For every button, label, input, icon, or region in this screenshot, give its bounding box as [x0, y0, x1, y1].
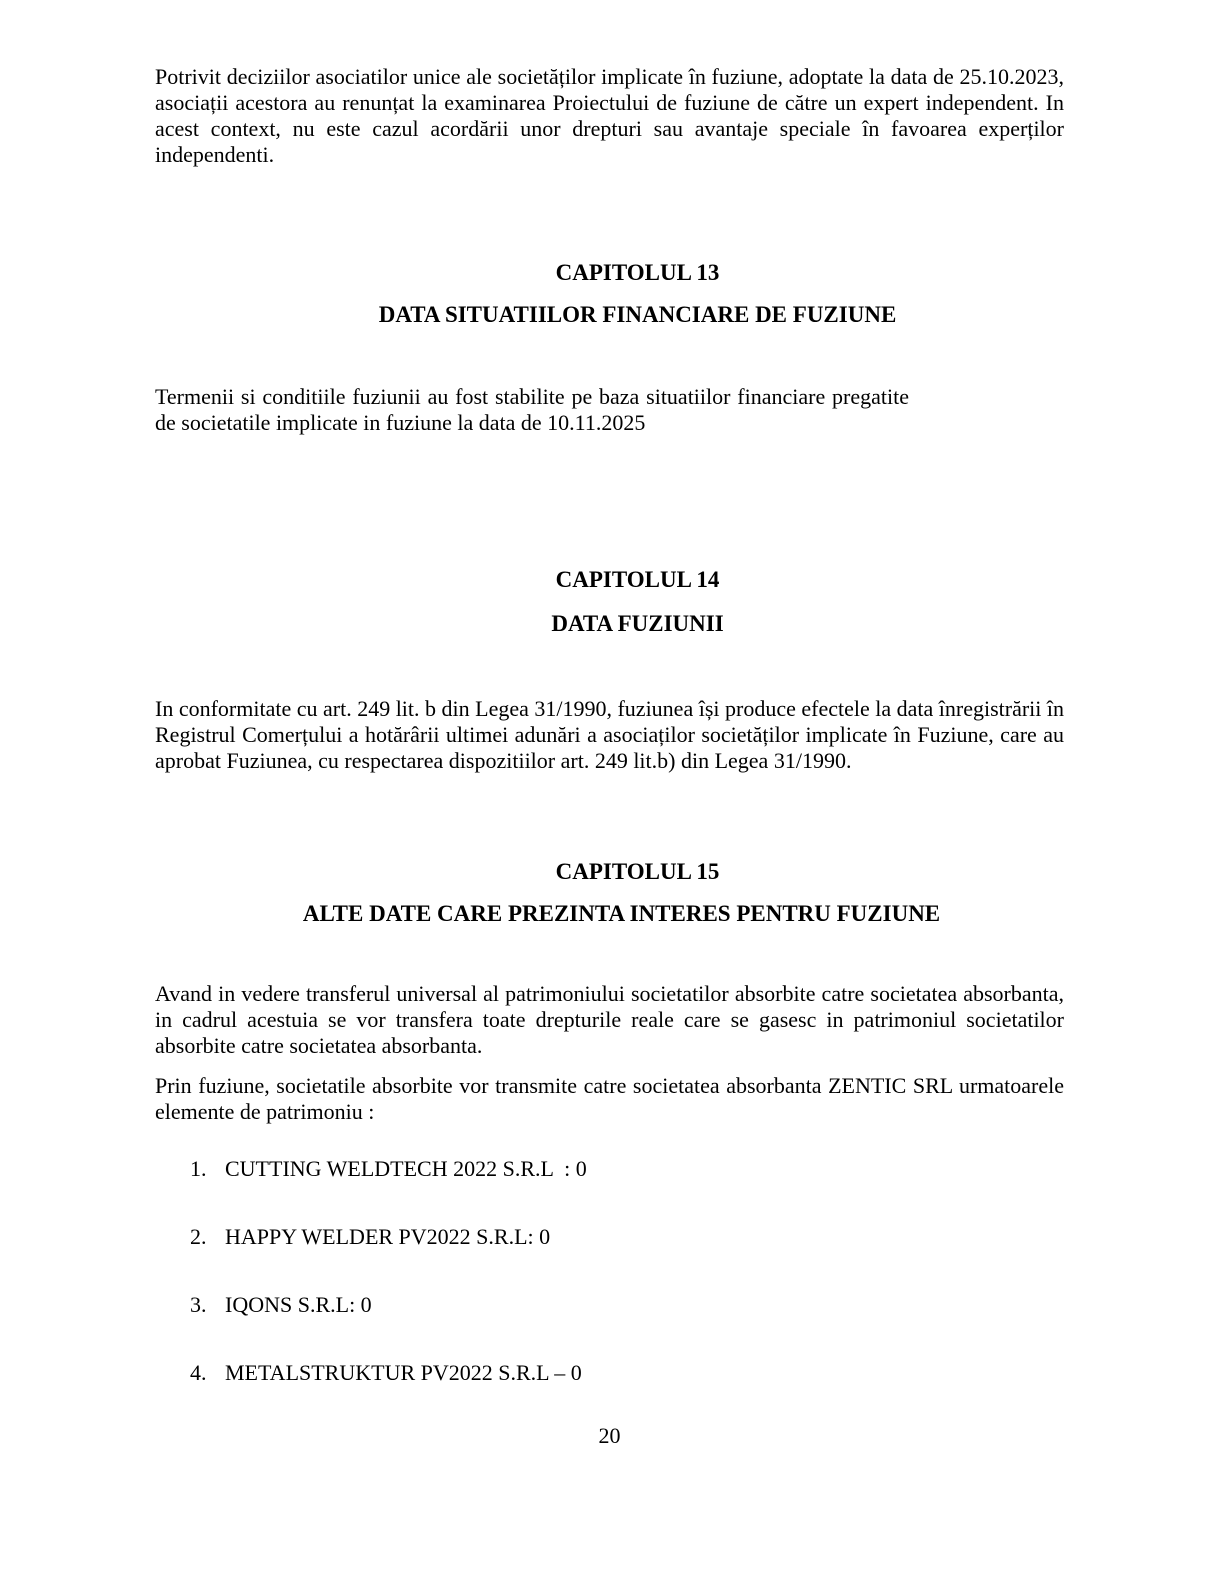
chapter-14-body: In conformitate cu art. 249 lit. b din Legea 31/1990, fuziunea își produce efectele la data înregistrării în Registrul Comerțului a hotărârii ultimei adunări a asociaților societăților implicate în Fuziune, care au aprobat Fuziunea, cu respectarea dispozitiilor art. 249 lit.b) din Legea 31/1990. [155, 696, 1064, 773]
list-item [155, 1360, 1064, 1386]
chapter-15-paragraph-1: Avand in vedere transferul universal al patrimoniului societatilor absorbite catre societatea absorbanta, in cadrul acestuia se vor transfera toate drepturile reale care se gasesc in patrimoniul societatilor absorbite catre societatea absorbanta. [155, 981, 1064, 1058]
chapter-13-body: Termenii si conditiile fuziunii au fost stabilite pe baza situatiilor financiare pregatite de societatile implicate in fuziune la data de 10.11.2025 [155, 384, 909, 435]
list-item-number: 2. [190, 1224, 207, 1249]
list-item-text: HAPPY WELDER PV2022 S.R.L: 0 [225, 1224, 551, 1249]
chapter-13-title: CAPITOLUL 13 [555, 260, 720, 285]
chapter-13-subtitle: DATA SITUATIILOR FINANCIARE DE FUZIUNE [378, 302, 897, 327]
list-item-text: IQONS S.R.L: 0 [225, 1292, 372, 1317]
list-item [155, 1224, 1064, 1250]
chapter-15-paragraph-2: Prin fuziune, societatile absorbite vor transmite catre societatea absorbanta ZENTIC SRL urmatoarele elemente de patrimoniu : [155, 1073, 1064, 1124]
asset-list [155, 1156, 1064, 1386]
list-item-number: 1. [190, 1156, 207, 1181]
chapter-14-subtitle: DATA FUZIUNII [551, 611, 724, 636]
chapter-14-title: CAPITOLUL 14 [555, 567, 720, 592]
list-item [155, 1156, 1064, 1182]
chapter-15-subtitle: ALTE DATE CARE PREZINTA INTERES PENTRU FUZIUNE [302, 901, 941, 926]
list-item-number: 3. [190, 1292, 207, 1317]
list-item-text: CUTTING WELDTECH 2022 S.R.L : 0 [225, 1156, 587, 1181]
list-item-number: 4. [190, 1360, 207, 1385]
chapter-15-title: CAPITOLUL 15 [555, 859, 720, 884]
list-item-text: METALSTRUKTUR PV2022 S.R.L – 0 [225, 1360, 582, 1385]
page-number: 20 [598, 1423, 621, 1448]
intro-paragraph: Potrivit deciziilor asociatilor unice ale societăților implicate în fuziune, adoptate la data de 25.10.2023, asociații acestora au renunțat la examinarea Proiectului de fuziune de către un expert independent. In acest context, nu este cazul acordării unor drepturi sau avantaje speciale în favoarea experților independenti. [155, 64, 1064, 167]
list-item [155, 1292, 1064, 1318]
